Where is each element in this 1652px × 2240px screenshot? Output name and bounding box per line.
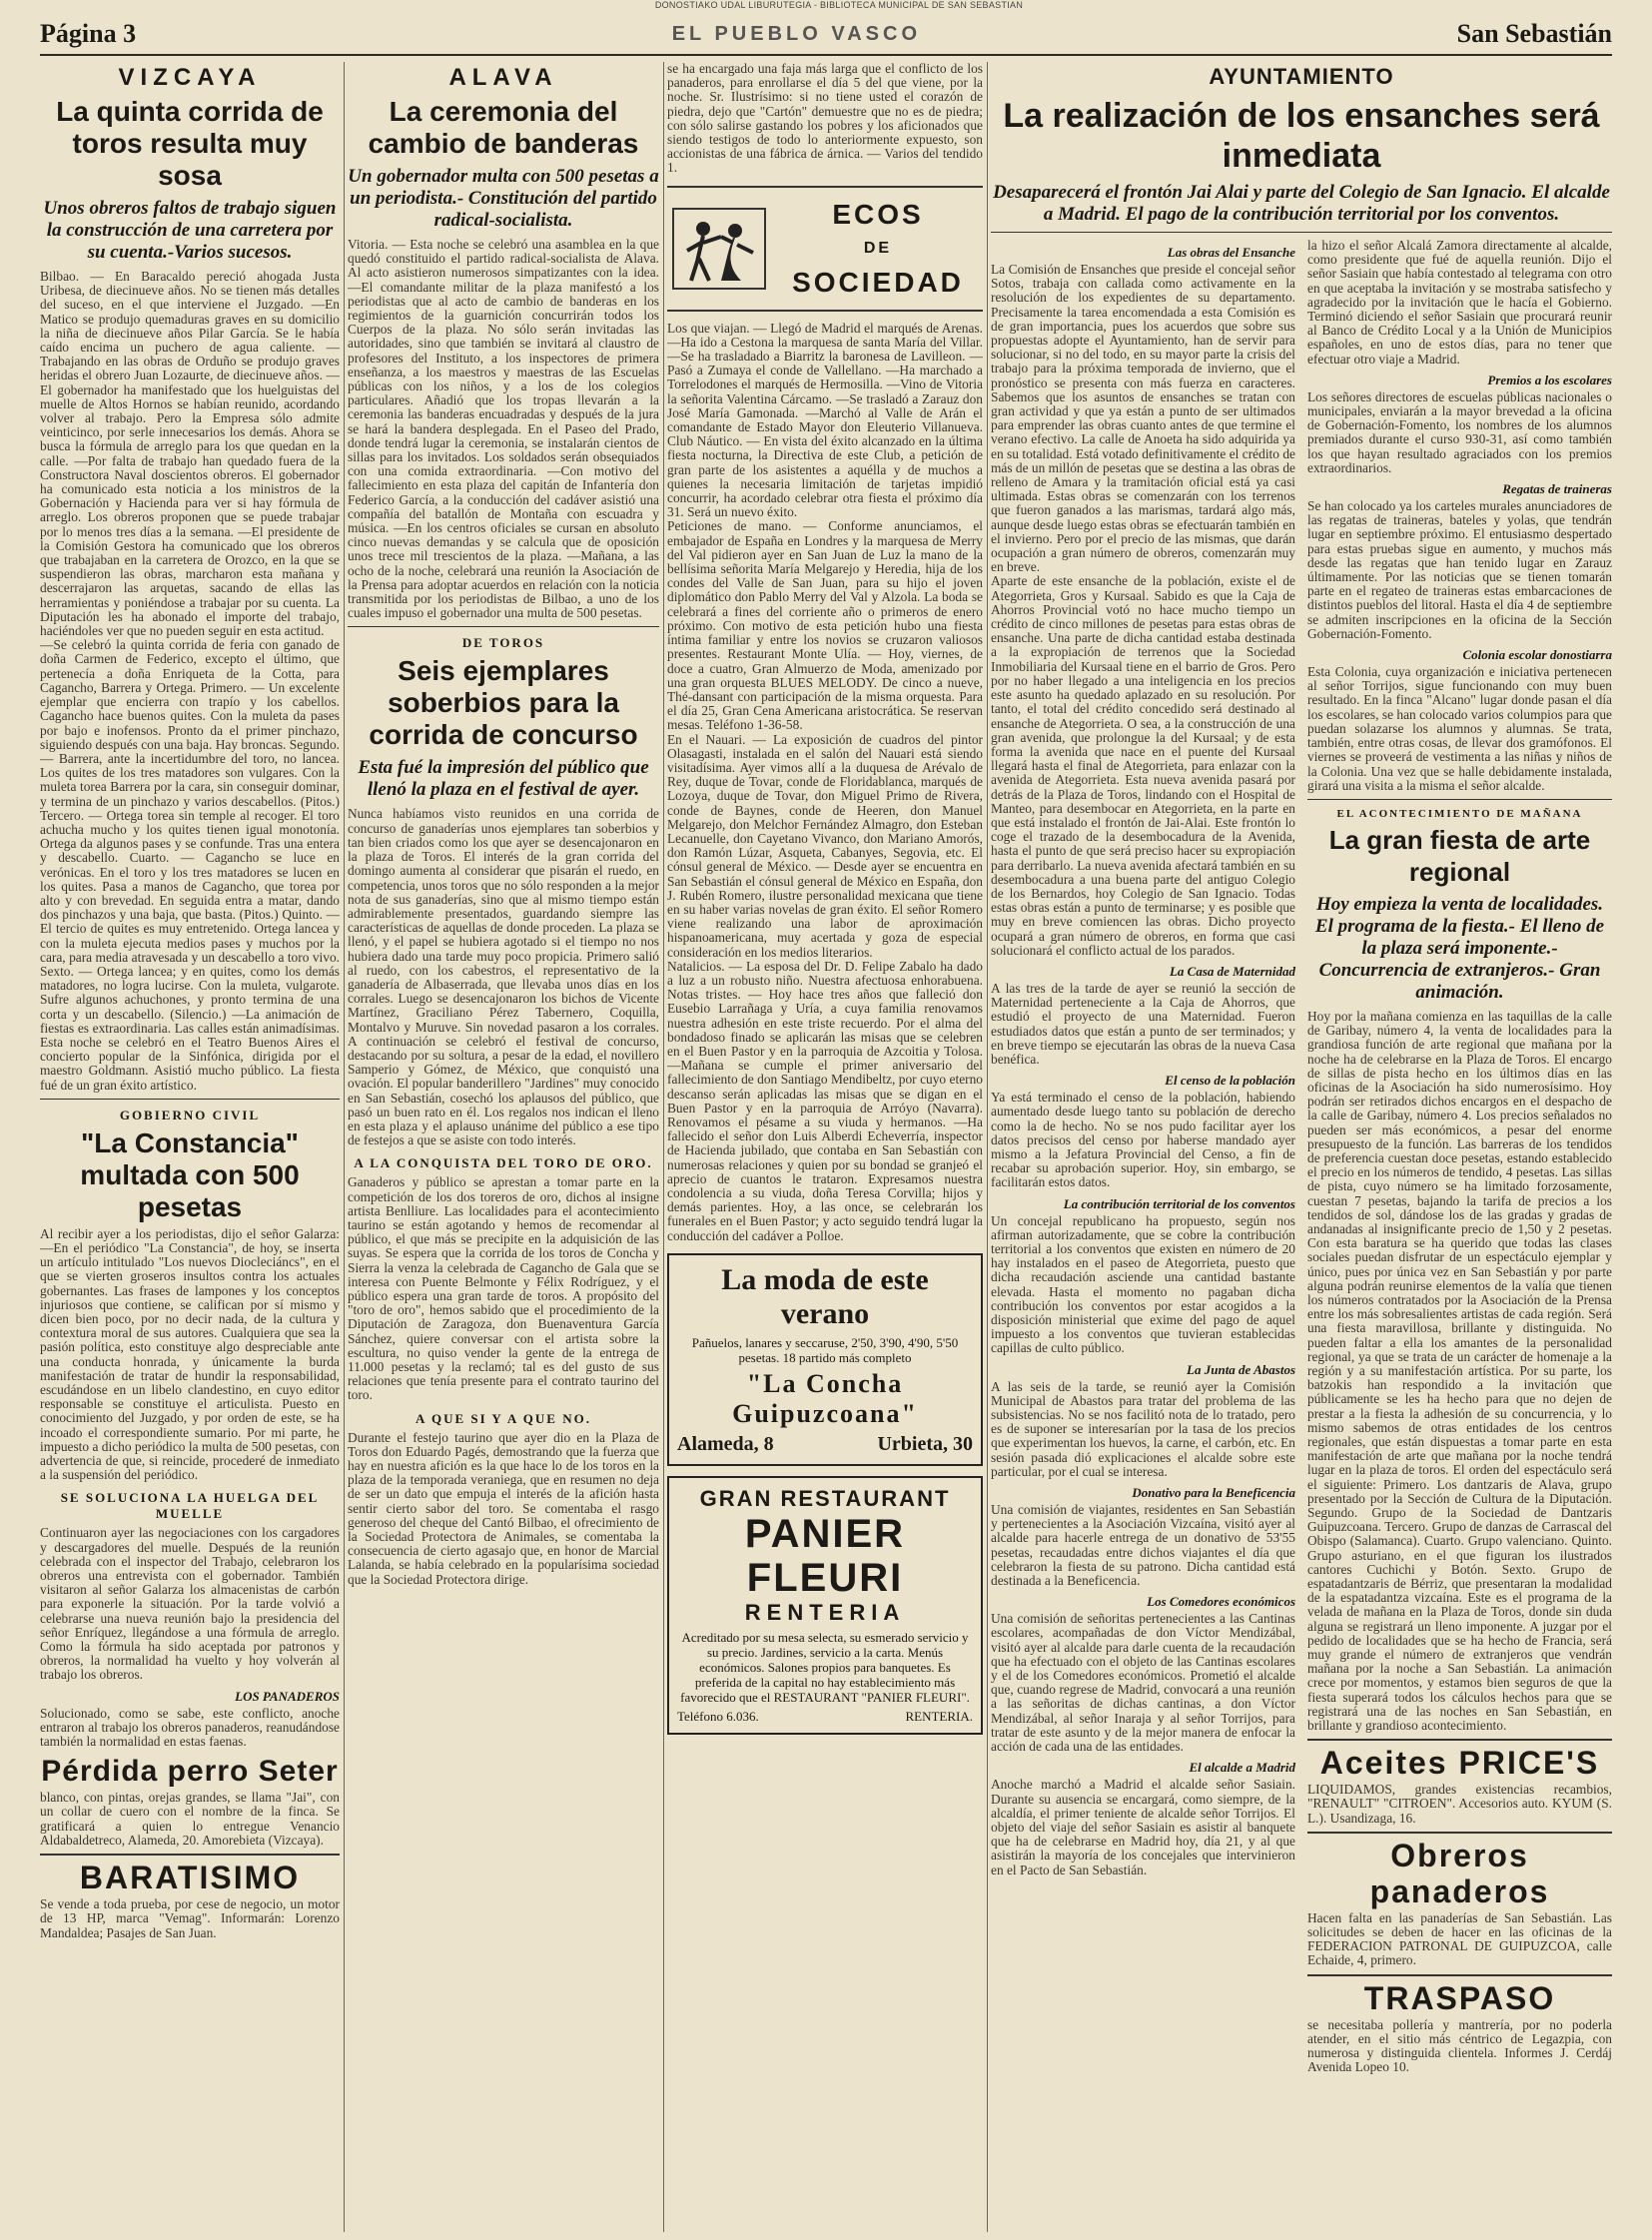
divider [1307, 799, 1612, 800]
article-body: Una comisión de viajantes, residentes en San Sebastián y pertenecientes a la Asociación Vizcaína, visitó ayer al alcalde para hacerle entrega de un donativo de 53'55 pesetas, recaudadas entre dichos viajantes el día que celebraron la fiesta de su patrono. Dicha cantidad está destinada a la Beneficencia. [991, 1502, 1295, 1589]
article-body: Durante el festejo taurino que ayer dio en la Plaza de Toros don Eduardo Pagés, demostrando que la fuerza que hay en nuestra afición es la que hace lo de los toros en la plaza de la temporada veraniega, que en resumen no deja de ser un dato que empuja el interés de la afición hasta sentir cierto sabor del toro. Se comentaba el rasgo generoso del cheque del Cantó Bilbao, el ofrecimiento de la Sociedad Protectora de Animales, se comentaba la consecuencia de cierto agasajo que, en honor de Marcial Lalanda, se había celebrado en la popularísima sociedad que la Sociedad Protectora dirige. [348, 1429, 659, 1587]
subhead: Donativo para la Beneficencia [1132, 1485, 1295, 1501]
ad-panier-fleuri [667, 1476, 983, 1735]
divider [40, 1099, 340, 1100]
article-body: En el Nauari. — La exposición de cuadros del pintor Olasagasti, instalada en el salón del Nauari está siendo visitadísima. Ayer vimos allí a la duquesa de Arévalo de Rey, duque de Tovar, conde de Floridablanca, marqués de Lozoya, duque de Tovar, don Miguel Primo de Rivera, conde de Baynes, conde de Heeren, don Manuel Melgarejo, don Melchor Fernández Almagro, don Esteban Lecanuelle, don Cayetano Vivanco, don Mariano Amorós, don Ramón Lúzar, Asqueta, Cabanyes, Segovia, etc. El cónsul general de México. — Desde ayer se encuentra en San Sebastián el cónsul general de México en España, don J. Rubén Romero, ilustre personalidad mexicana que tiene en su haber varias novelas de gran éxito. El señor Romero viene realizando una labor de aproximación hispanoamericana, muy acertada y goza de especial consideración en los medios literarios. [667, 731, 983, 960]
column-rule [987, 62, 988, 2232]
article-body: Peticiones de mano. — Conforme anunciamos, el embajador de España en Londres y la marquesa de Merry del Val pidieron ayer en San Juan de Luz la mano de la bellísima señorita María Melgarejo y Heredia, hija de los condes del Valle de San Juan, para su hijo el joven diplomático don Pablo Merry del Val y Alzola. La boda se celebrará a fines del corriente año o primeros de enero próximo. Con motivo de esta petición hubo una fiesta íntima familiar y entre los novios se cruzaron valiosos presentes. Restaurant Monte Ulía. — Hoy, viernes, de doce a cuatro, Gran Almuerzo de Moda, amenizado por una gran orquesta BLUES MELODY. De cinco a nueve, Thé-dansant con participación de la misma orquesta. Para el día 25, Gran Cena Americana aristocrática. Se reservan mesas. Teléfono 1-36-58. [667, 518, 983, 733]
ecos-de-sociedad-header [667, 186, 983, 312]
ad-title: PANIER FLEURI [744, 1511, 906, 1600]
ad-title: Pérdida perro Seter [41, 1755, 339, 1789]
section-label: GOBIERNO CIVIL [119, 1107, 261, 1122]
headline: Seis ejemplares soberbios para la corrida de concurso [369, 655, 638, 751]
article-body: La Comisión de Ensanches que preside el concejal señor Sotos, trabaja con callada como activamente en la resolución de los expedientes de su departamento. Precisamente la tarea encomendada a esta Comisión es de gran importancia, pues los acuerdos que sobre sus propuestas adopte el Ayuntamiento, han de servir para solucionar, si no del todo, en su mayor parte la crisis del trabajo para la próxima temporada de invierno, que el pronóstico se presenta con más fuerza en caracteres. Sabemos que los asuntos de ensanches se tratan con gran actividad y que ya están a punto de ser ultimados para emprender las obras cuanto antes de que termine el verano efectivo. La calle de Anoeta ha sido adquirida ya en su totalidad. Está votado definitivamente el crédito de más de un millón de pesetas que se destina a las obras de relleno de Amara y la tramitación oficial está ya casi ultimada. Estas obras se comenzarán con los terrenos que fueron ganados a las marismas, tardará algo más, aunque desde luego estas obras se efectuarán también en el invierno. Pero por el precio de las mismas, que darán ocupación a gran número de obreros, comenzarán muy en breve. [991, 262, 1295, 575]
column-society [667, 62, 983, 2229]
headline: La gran fiesta de arte regional [1328, 824, 1591, 887]
subhead: El alcalde a Madrid [1189, 1760, 1295, 1776]
ad-title: TRASPASO [1307, 1974, 1612, 2016]
headline: "La Constancia" multada con 500 pesetas [80, 1126, 300, 1222]
article-body: Anoche marchó a Madrid el alcalde señor Sasiain. Durante su ausencia se encargará, como siempre, de la alcaldía, el primer teniente de alcalde señor Torrijos. El objeto del viaje del señor Sasiain es asistir al banquete que ha de celebrarse en Madrid hoy, día 21, y al que asistirán la mayoría de los concejales que intervinieron en el Pacto de San Sebastián. [991, 1777, 1295, 1877]
ecos-word: SOCIEDAD [792, 266, 964, 298]
subhead: LOS PANADEROS [235, 1688, 340, 1704]
subhead: A QUE SI Y A QUE NO. [415, 1410, 591, 1426]
subheadline: Desaparecerá el frontón Jai Alai y parte del Colegio de San Ignacio. El alcalde a Madrid. El pago de la contribución territorial por los conventos. [993, 182, 1610, 225]
column-rule [344, 62, 345, 2232]
section-region: ALAVA [448, 64, 558, 91]
ad-title: BARATISIMO [40, 1854, 340, 1895]
subheadline: Unos obreros faltos de trabajo siguen la construcción de una carretera por su cuenta.-Varios sucesos. [43, 198, 337, 263]
ad-kicker: GRAN RESTAURANT [699, 1485, 951, 1511]
article-body: Nunca habíamos visto reunidos en una corrida de concurso de ganaderías unos ejemplares tan soberbios y tan bien criados como los que ayer se desencajonaron en la plaza de Toros. El interés de la gran corrida del domingo aumenta al considerar que pisarán el ruedo, en competencia, unos toros que no sólo responden a la mejor nota de sus ganaderías, sino que al mismo tiempo están admirablemente presentados, guardando siempre las características de aquellas de donde proceden. La plaza se llenó, y el papel se hubiera agotado si el tiempo no nos hubiera dado una tarde muy poco propicia. Primero salió al ruedo, con los cabestros, el representativo de la ganadería de Albaserrada, que llevaba unos días en los corrales. Luego se desencajonaron los bichos de Vicente Martínez, Graciliano Pérez Tabernero, Coquilla, Montalvo y Muruve. Sin novedad pasaron a los corrales. A continuación se celebró el festival de concurso, destacando por su soltura, a pesar de la edad, el novillero Samperio y Gómez, de México, que conquistó una ovación. El popular banderillero "Jardines" muy conocido en San Sebastián, cosechó los aplausos del público, que pasó un buen rato en él. Los regalos nos indican el lleno en esta plaza y el aplauso unánime del público a ese tipo de festejos a que se asiste con todo interés. [348, 806, 659, 1148]
article-body: la hizo el señor Alcalá Zamora directamente al alcalde, como presidente que fué de aquella reunión. Dijo el señor Sasiain que había contestado al telegrama con otro en que aceptaba la invitación y se mostraba satisfecho y agradecido por la invitación que le hacía el Gobierno. Terminó diciendo el señor Sasiain que procurará reunir al Banco de Crédito Local y a la Unión de Municipios españoles, en uno de estos días, para no tener que efectuar otro viaje a Madrid. [1307, 238, 1612, 367]
article-body: Ganaderos y público se aprestan a tomar parte en la competición de los dos toreros de oro, dichos al insigne artista Benlliure. Las localidades para el acontecimiento taurino se están agotando y hemos de recomendar al público, el que más se precipite en la adquisición de las suyas. Se espera que la corrida de los toros de Concha y Sierra la venza la celebrada de Cagancho de Gala que se interesa con Puente Belmonte y Félix Rodríguez, y el público espera una gran tarde de toros. A propósito del "toro de oro", hemos sabido que el procedimiento de la Diputación de Zaragoza, don Buenaventura García Sánchez, quiere conversar con el artista sobre la escultura, no quiso vender la gente de la entrega de 11.000 pesetas y la reclamó; tal es del gusto de sus relaciones que tenía presente para el contrato taurino del toro. [348, 1174, 659, 1403]
subhead: SE SOLUCIONA LA HUELGA DEL MUELLE [60, 1490, 320, 1522]
article-body: A las seis de la tarde, se reunió ayer la Comisión Municipal de Abastos para tratar del problema de las subsistencias. No se nos facilitó nota de lo tratado, pero es de suponer se interesarían por la tasa de los precios que experimentan los huevos, la carne, el carbón, etc. En sesión pasada dió explicaciones el alcalde sobre este particular, por el cual se interesa. [991, 1378, 1295, 1479]
ad-address: Urbieta, 30 [877, 1432, 973, 1455]
article-body: se ha encargado una faja más larga que el conflicto de los panaderos, para enrollarse el día 5 del que viene, por la noche. Sr. Ilustrísimo: si no tiene usted el corazón de piedra, dejo que "Cartón" demuestre que no es de piedra; con sólo salirse gastando los pobres y los aficionados que siendo testigos de todo lo anteriormente expuesto, son accionistas de una fábrica de árnica. — Varios del tendido 1. [667, 62, 983, 176]
subhead: Premios a los escolares [1487, 372, 1612, 387]
article-body: —Se celebró la quinta corrida de feria con ganado de doña Carmen de Federico, excepto el último, que pertenecía a doña Enriqueta de la Cotta, para Cagancho, Barrera y Ortega. Primero. — Un excelente ejemplar que encierra con trapío y los cabellos. Cagancho hace buenos quites. Con la muleta da pases por bajo e inofensos. Pronto da el primer pinchazo, siguiendo después con una baja. Hay broncas. Segundo. — Barrera, ante la incertidumbre del toro, no lancea. Los quites de los tres matadores son vulgares. Con la muleta torea Barrera por la cara, sin conseguir dominar, y termina de un pinchazo y varios descabellos. (Pitos.) Tercero. — Ortega torea sin temple al recoger. El toro achucha mucho y los quites tienen igual monotonía. Ortega da algunos pases y se confunde. Tras una entera y descabello. Cuarto. — Cagancho se luce en verónicas. En el toro y los tres matadores se lucen en los quites. Pasa a manos de Cagancho, que torea por alto y con brevedad. En seguida entra a matar, dando dos pinchazos y una baja, que basta. (Pitos.) Quinto. — El tercio de quites es muy entretenido. Ortega lancea y con la muleta ejecuta medios pases y muchos por la cara, para media atravesada y un descabello a toro vivo. Sexto. — Ortega lancea; y en quites, como los demás matadores, no logra lucirse. Con la muleta, vulgarote. Sufre algunos achuchones, y pronto termina de una corta y un descabello. (Silencio.) —La animación de fiestas es extraordinaria. Las calles están animadísimas. Esta noche se celebró en el Teatro Buenos Aires el concierto popular de la Sinfónica, dirigida por el maestro Goldmann. Asistió mucho público. La fiesta fué de un gran éxito artístico. [40, 637, 340, 1093]
headline: La realización de los ensanches será inmediata [1003, 97, 1600, 175]
column-alava [348, 62, 659, 2229]
ad-body: Hacen falta en las panaderías de San Sebastián. Las solicitudes se deben de hacer en las oficinas de la FEDERACION PATRONAL DE GUIPUZCOA, calle Echaide, 4, primero. [1307, 1909, 1612, 1968]
section-label: DE TOROS [461, 635, 545, 651]
section-label: EL ACONTECIMIENTO DE MAÑANA [1336, 807, 1583, 820]
subhead: La contribución territorial de los conventos [1063, 1195, 1295, 1211]
headline: La quinta corrida de toros resulta muy sosa [56, 96, 324, 191]
paper-title: EL PUEBLO VASCO [671, 22, 922, 45]
subhead: El censo de la población [1165, 1073, 1295, 1089]
article-body: Aparte de este ensanche de la población, existe el de Ategorrieta, Gros y Kursaal. Sabido es que la Caja de Ahorros Provincial votó no hace mucho tiempo un crédito de cinco millones de pesetas para estas obras de ensanche. Una parte de dicha cantidad estaba destinada a la expropiación de terrenos que la Sociedad Inmobiliaria del Kursaal tiene en el barrio de Gros. Pero por no haber llegado a una inteligencia en los precios este asunto ha quedado aplazado en su resolución. Por tanto, el total del crédito concedido será destinado al ensanche de Ategorrieta. O sea, a la construcción de una gran avenida, que prolongue la del Kursaal; y de esta forma la avenida que nace en el puente del Kursaal llegará hasta el final de Ategorrieta, para enlazar con la avenida de Ategorrieta. Esta nueva avenida pasará por detrás de la Plaza de Toros, lindando con el Hospital de Manteo, para desembocar en Ategorrieta, en la parte en que está instalado el frontón de Jai-Alai. Este frontón lo coge el trazado de la desembocadura de la Avenida, hasta el punto de que será preciso hacer su expropiación para derribarlo. La nueva avenida afectará también en su desembocadura a una buena parte del antiguo Colegio de los Bernardos, hoy Colegio de San Ignacio. Todas estas obras están a punto de terminarse; y es posible que muy en breve comiencen las obras. Dicho proyecto ocupará a gran número de obreros, en forma que casi solucionará el conflicto actual de los parados. [991, 573, 1295, 958]
ad-body: LIQUIDAMOS, grandes existencias recambios, "RENAULT" "CITROEN". Accesorios auto. KYUM (S. L.). Usandizaga, 16. [1307, 1782, 1612, 1826]
column-vizcaya [40, 62, 340, 2229]
ad-location: RENTERIA. [905, 1708, 973, 1724]
article-body: Un concejal republicano ha propuesto, según nos afirman autorizadamente, que se cobre la contribución territorial a los conventos que existen en número de 20 hay instalados en el paseo de Ategorrieta, puesto que dicha recaudación asciende una cantidad bastante elevada. Hasta el momento no pagaban dicha contribución los conventos por estar acogidos a la disposición ministerial que exime del pago de aquel impuesto a los conventos que tuvieran establecidas capillas de culto público. [991, 1212, 1295, 1356]
ad-body: Se vende a toda prueba, por cese de negocio, un motor de 13 HP, marca "Vemag". Informarán: Lorenzo Mandaldea; Pasajes de San Juan. [40, 1896, 340, 1940]
article-body: Natalicios. — La esposa del Dr. D. Felipe Zabalo ha dado a luz a un robusto niño. Nuestra afectuosa enhorabuena. Notas tristes. — Hoy hace tres años que falleció don Eusebio Larrañaga y Uría, a cuya familia renovamos nuestra adhesión en este triste recuerdo. Por el alma del bondadoso finado se aplicarán las misas que se celebren en el Buen Pastor y en la parroquia de Azcoitia y Tolosa. —Mañana se cumple el primer aniversario del fallecimiento de don Santiago Mendibeltz, por cuyo eterno descanso serán aplicadas las misas que se digan en el Buen Pastor y en la parroquia de Arróyo (Navarra). Renovamos el pésame a su viuda y hermanos. —Ha fallecido el señor don Luis Alberdi Echeverría, inspector de Hacienda jubilado, que contaba en San Sebastián con numerosas relaciones y quien por su bondad se granjeó el aprecio de cuantos le trataron. Expresamos nuestra condolencia a su viuda, doña Teresa Corvilla; hijos y demás parientes. Hoy, a las once, se celebrarán los funerales en el Buen Pastor; y acto seguido tendrá lugar la conducción del cadáver a Polloe. [667, 958, 983, 1243]
subhead: Las obras del Ensanche [1167, 245, 1295, 260]
divider [991, 232, 1612, 233]
ad-title: Obreros panaderos [1307, 1832, 1612, 1909]
divider [348, 626, 659, 627]
article-body: Se han colocado ya los carteles murales anunciadores de las regatas de traineras, bateles y yolas, que tendrán lugar en septiembre próximo. El entusiasmo despertado para estas pruebas sigue en aumento, y muchos más desde las regatas que han tenido lugar en Zarauz últimamente. Por las noticias que se tienen tomarán parte en el regateo de traineras estas embarcaciones de distintos pueblos del litoral. Hasta el día 4 de septiembre se admiten inscripciones en la oficina de la Sección Gobernación-Fomento. [1307, 498, 1612, 641]
ad-body: Acreditado por su mesa selecta, su esmerado servicio y su precio. Jardines, servicio a la carta. Menús económicos. Salones propios para banquetes. Es preferida de la capital no hay establecimiento más favorecido que el RESTAURANT "PANIER FLEURI". [680, 1629, 970, 1705]
article-body: Esta Colonia, cuya organización e iniciativa pertenecen al señor Torrijos, sigue funcionando con muy buen resultado. En la finca "Alcano" lugar donde pasan el día los escolares, se han colocado varios columpios para que puedan solazarse los alumnos y alumnas. Se trata, también, entre otras cosas, de llevar dos gramófonos. El viernes se proveerá de vestimenta a las niñas y niños de la Colonia. Una vez que se halle debidamente instalada, girará una visita a la misma el señor alcalde. [1307, 664, 1612, 793]
subhead: Regatas de traineras [1502, 481, 1612, 497]
article-body: Bilbao. — En Baracaldo pereció ahogada Justa Uribesa, de diecinueve años. No se tienen más detalles del suceso, en el que interviene el Juzgado. —En Matico se produjo quemaduras graves en su domicilio la niña de diecinueve años Pilar García. Se le había caído encima un puchero de agua caliente. —Trabajando en las obras de Orduño se produjo graves heridas el obrero Juan Lozaurte, de diecinueve años. —El gobernador ha manifestado que los huelguistas del muelle de Altos Hornos se habían reunido, acordando volver al trabajo. Pero la Empresa sólo admite veinticinco, por serle innecesarios los demás. Ahora se busca la fórmula de arreglo para los que quedan en la calle. —Por falta de trabajo han quedado fuera de la Constructora Naval doscientos obreros. El gobernador ha comunicado esta noticia a los ministros de la Gobernación y Hacienda para ver si hay fórmula de arreglo. Los obreros proponen que se puede trabajar por lo menos tres días a la semana. —El presidente de la Comisión Gestora ha comunicado que los obreros que trabajaban en la carretera de Orozco, en la que se suspendieron las obras, marcharon esta mañana y descerrajaron las arquetas, sacando de ellas las herramientas y poniéndose a trabajar por su cuenta. La Diputación les ha abonado el importe del trabajo, haciéndoles ver que no pueden seguir en esta actitud. [40, 269, 340, 639]
headline: La ceremonia del cambio de banderas [368, 96, 639, 159]
ecos-word: ECOS [832, 198, 924, 230]
page-number: Página 3 [40, 19, 137, 48]
ad-brand: "La Concha Guipuzcoana" [732, 1368, 918, 1428]
section-region: VIZCAYA [118, 64, 262, 91]
subheadline: Un gobernador multa con 500 pesetas a un periodista.- Constitución del partido radical-socialista. [348, 166, 659, 231]
article-body: Vitoria. — Esta noche se celebró una asamblea en la que quedó constituido el partido radical-socialista de Alava. Al acto asistieron numerosos simpatizantes con la idea. —El comandante militar de la plaza manifestó a los periodistas que al acto de cambio de banderas en los regimientos de la guarnición concurrirán todos los Cuerpos de la plaza. No sólo serán invitadas las autoridades, sino que también se invitará al claustro de profesores del Instituto, a los inspectores de primera enseñanza, a los maestros y maestras de las Escuelas públicas con los niños, y a los de los colegios particulares. Añadió que los tropas llevarán a la ceremonia las banderas encuadradas y después de la jura se hará la bandera desplegada. En el Paseo del Prado, donde tendrá lugar la ceremonia, se instalarán cientos de sillas para los invitados. Los soldados serán obsequiados con una comida extraordinaria. —Con motivo del fallecimiento en esta plaza del capitán de Infantería don Federico García, a la conducción del cadáver asistió una compañía del batallón de Montaña con escuadra y música. —En los centros oficiales se cursan en absoluto cinco nuevas demandas y se calcula que de oposición unos trece mil trescientos de la plaza. —Mañana, a las ocho de la noche, celebrará una reunión la Asociación de la Prensa para adoptar acuerdos en relación con la noticia transmitida por los periodistas de Bilbao, a uno de los cuales impuso el gobernador una multa de 500 pesetas. [348, 237, 659, 621]
ad-title: Aceites PRICE'S [1307, 1739, 1612, 1781]
ad-title: La moda de este verano [721, 1262, 929, 1330]
article-body: Una comisión de señoritas pertenecientes a las Cantinas escolares, acompañadas de don Víctor Mendizábal, visitó ayer al alcalde para darle cuenta de la recaudación que ha efectuado con el objeto de las Cantinas escolares y el de los Comedores económicos. Prometió el alcalde que, cuando regrese de Madrid, convocará a una reunión a las señoritas de dichas cantinas, a don Víctor Mendizábal, al señor Inaraja y al señor Torrijos, para tratar de este asunto y de la mejor manera de enfocar la acción de cada una de las entidades. [991, 1611, 1295, 1755]
article-body: Al recibir ayer a los periodistas, dijo el señor Galarza: —En el periódico "La Constancia", de hoy, se inserta un artículo intitulado "Los nuevos Diocleciáncs", en el que se vierten groseros insultos contra los actuales gobernantes. Las frases de lampones y los conceptos injuriosos que contiene, se califican por sí mismo y dicen bien poco, por no decir nada, de la cultura y contextura moral de sus autores. Cualquiera que sea la pasión política, esto constituye algo despreciable ante una conducta honrada, y únicamente la burda manifestación de tratar de hundir la responsabilidad, escudándose en un libelo clandestino, en cuyo editor responsable se constituye el articulista. Puesto en conocimiento del Juzgado, y por orden de este, se ha incoado el correspondiente sumario. Por mi parte, he impuesto a dicho periódico la multa de 500 pesetas, con advertencia de que, si reincide, procederé de inmediato a la suspensión del periódico. [40, 1225, 340, 1483]
ad-la-concha [667, 1253, 983, 1466]
article-body: Solucionado, como se sabe, este conflicto, anoche entraron al trabajo los obreros panaderos, reanudándose también la normalidad en estas faenas. [40, 1705, 340, 1750]
article-body: Ya está terminado el censo de la población, habiendo aumentado desde luego tanto su población de derecho como la de hecho. No se nos pudo facilitar ayer los datos precisos del censo por haberse mandado ayer mismo a la Jefatura Provincial del Censo, a fin de recabar su aprobación superior. Hoy, sin embargo, se facilitarán estos datos. [991, 1090, 1295, 1190]
ad-phone: Teléfono 6.036. [677, 1708, 759, 1724]
subhead: La Casa de Maternidad [1169, 963, 1295, 979]
ecos-word: DE [863, 239, 893, 257]
dancers-illustration-icon [671, 207, 767, 291]
article-body: A las tres de la tarde de ayer se reunió la sección de Maternidad perteneciente a la Caja de Ahorros, que estudió el proyecto de una Maternidad. Fueron estudiados datos que están a punto de ser terminados; y en breve tiempo se ejecutarán las obras de la nueva Casa benéfica. [991, 980, 1295, 1067]
ayuntamiento-right [1307, 239, 1612, 2075]
section-region: AYUNTAMIENTO [1209, 64, 1394, 89]
article-body: Hoy por la mañana comienza en las taquillas de la calle de Garibay, número 4, la venta de localidades para la grandiosa función de arte regional que mañana por la noche ha de celebrarse en la Plaza de Toros. El encargo de sillas de pista hecho en los últimos días en las oficinas de la Asociación ha sido numerosísimo. Hoy podrán ser retirados dichos encargos en el despacho de la calle de Garibay, número 4. Los precios señalados no pueden ser más económicos, a pesar del enorme presupuesto de la función. Las barreras de los tendidos de preferencia cuestan doce pesetas, estando establecido el precio en los números de tendido, 4 pesetas. Las sillas de pista, cuyo número se ha limitado forzosamente, cuestan 7 pesetas, bajando la tarifa de precios a los tendidos de sol, dándose los de las gradas y gradas de andanadas al insignificante precio de 1,50 y 2 pesetas. Con esta baratura se ha querido que todas las clases sociales puedan disfrutar de un espectáculo ejemplar y único, pues por única vez en San Sebastián y por parte alguna podrán reunirse elementos de la valía que tienen los números contratados por la Asociación de la Prensa entre los más sobresalientes artistas de cada región. Será una fiesta maravillosa, brillante y distinguida. No pueden faltar a ella los amantes de la personalidad regional, ya que se trata de un carácter de homenaje a la región y a su manifestación artística. Por su parte, los batzokis han respondido a la invitación que públicamente se les ha hecho para que no dejen de prestar a la fiesta la adhesión de su concurrencia, y lo mismo sabemos de otras entidades de los centros regionales, que están dispuestas a tomar parte en esta manifestación de arte que mañana por la noche tendrá lugar en la plaza de toros. El orden del espectáculo será el siguiente: Primero. Los dantzaris de Alava, grupo presentado por la Sección de Cultura de la Diputación. Segundo. Grupo de la Sociedad de Dantzaris Guipuzcoana. Tercero. Grupo de danzas de Carrascal del Obispo (Salamanca). Cuarto. Grupo valenciano. Quinto. Grupo asturiano, en el que figuran los ilustrados cantores Cuchichi y Botón. Sexto. Grupo de espatadantzaris de Bérriz, que presentaran la modalidad de la espatadantza vizcaína. Este es el programa de la velada de mañana en la Plaza de Toros, donde sin duda alguna se registrará un lleno imponente. A juzgar por el pedido de localidades que se ha hecho de Francia, será muy grande el número de extranjeros que vendrán mañana por la noche a San Sebastián. La animación crece por momentos, y estamos bien seguros de que la fiesta superará todos los cálculos hechos para que se registrará una de las noches en San Sebastián, en brillante y grandioso acontecimiento. [1307, 1008, 1612, 1734]
archive-banner: DONOSTIAKO UDAL LIBURUTEGIA - BIBLIOTECA MUNICIPAL DE SAN SEBASTIAN [654, 0, 1024, 10]
column-rule [663, 62, 664, 2232]
ad-address: Alameda, 8 [677, 1432, 774, 1455]
subhead: Los Comedores económicos [1147, 1594, 1295, 1610]
subhead: Colonia escolar donostiarra [1462, 647, 1612, 663]
column-ayuntamiento [991, 62, 1612, 2229]
ayuntamiento-left [991, 239, 1295, 2075]
subheadline: Esta fué la impresión del público que llenó la plaza en el festival de ayer. [358, 757, 649, 801]
city-name: San Sebastián [1456, 19, 1612, 48]
masthead [40, 14, 1612, 56]
subhead: A LA CONQUISTA DEL TORO DE ORO. [354, 1155, 653, 1171]
ad-town: RENTERIA [744, 1599, 906, 1625]
article-body: Los señores directores de escuelas públicas nacionales o municipales, enviarán a la mayor brevedad a la oficina de Gobernación-Fomento, los nombres de los alumnos premiados durante el curso 930-31, así como también los que hayan resultado agraciados con los premios extraordinarios. [1307, 388, 1612, 475]
article-body: Continuaron ayer las negociaciones con los cargadores y descargadores del muelle. Después de la reunión celebrada con el inspector del Trabajo, celebraron los obreros una entrevista con el gobernador. También visitaron al señor Galarza los almacenistas de carbón para exponerle la situación. Por la tarde volvió a celebrarse una nueva reunión bajo la presidencia del señor Enríquez, llegándose a una fórmula de arreglo. Como la fórmula ha sido aceptada por patronos y obreros, la normalidad ha vuelto y hoy volverán al trabajo los obreros. [40, 1525, 340, 1683]
ad-body: Pañuelos, lanares y seccaruse, 2'50, 3'90, 4'90, 5'50 pesetas. 18 partido más completo [691, 1334, 959, 1365]
ad-body: blanco, con pintas, orejas grandes, se llama "Jai", con un collar de cuero con el nombre de la finca. Se gratificará a quien lo entregue Venancio Aldabaldetreco, Alameda, 20. Amorebieta (Vizcaya). [40, 1790, 340, 1848]
subheadline: Hoy empieza la venta de localidades. El programa de la fiesta.- El lleno de la plaza será imponente.- Concurrencia de extranjeros.- Gran animación. [1314, 893, 1605, 1003]
article-body: Los que viajan. — Llegó de Madrid el marqués de Arenas. —Ha ido a Cestona la marquesa de santa María del Villar. —Se ha trasladado a Biarritz la baronesa de Lavilleon. —Pasó a Zumaya el conde de Vallellano. —Ha marchado a Torrelodones el marqués de Hermosilla. —Vino de Vitoria la señorita Valentina Cárcamo. —Se trasladó a Zarauz don José María Gamonada. —Marchó al Valle de Arán el comandante de Estado Mayor don Eleuterio Villanueva. Club Náutico. — En vista del éxito alcanzado en la última fiesta nocturna, la Directiva de este Club, a petición de gran parte de los asistentes a aquélla y de muchos a quienes la necesaria limitación de tarjetas impidió concurrir, ha acordado celebrar otra fiesta el próximo día 31. Será un nuevo éxito. [667, 320, 983, 520]
subhead: La Junta de Abastos [1187, 1361, 1295, 1377]
ad-body: se necesitaba pollería y mantrería, por no poderla atender, en el sitio más céntrico de Legazpia, con numerosa y distinguida clientela. Informes J. Cerdáj Avenida Lopeo 10. [1307, 2016, 1612, 2075]
